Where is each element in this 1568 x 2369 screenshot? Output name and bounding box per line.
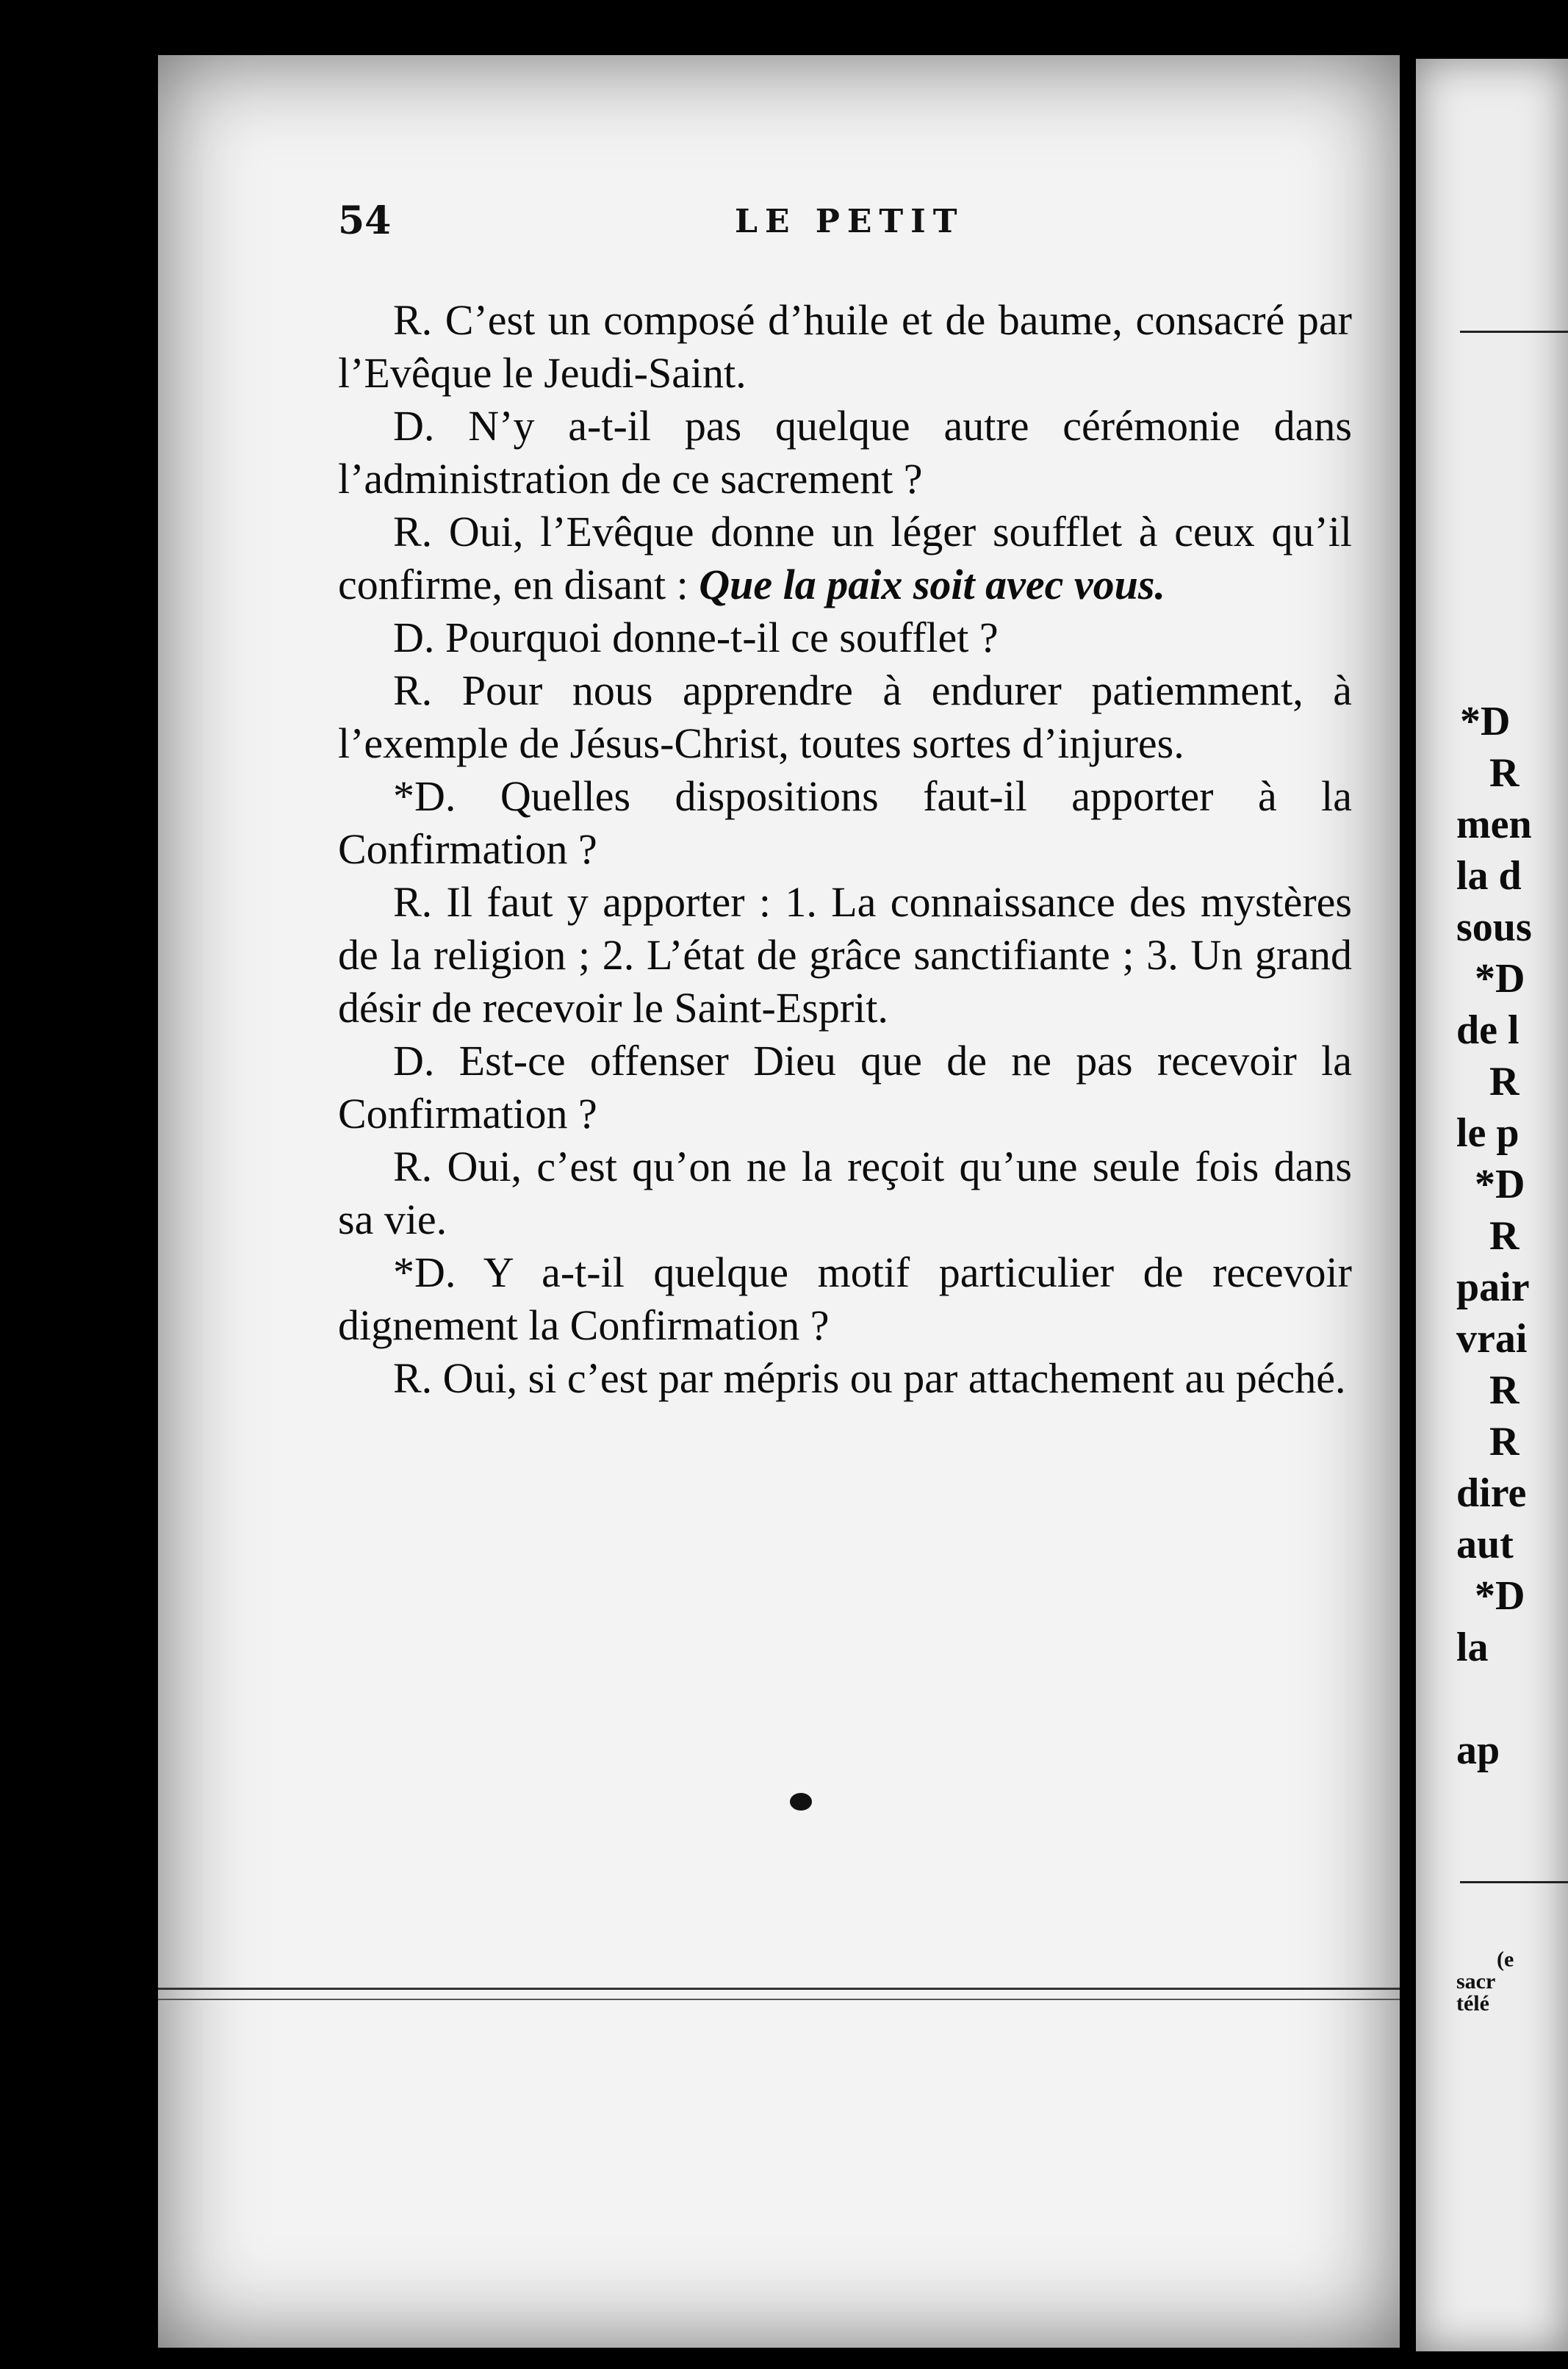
right-fragment: ap bbox=[1456, 1728, 1500, 1773]
right-fragment: *D bbox=[1460, 699, 1511, 744]
paragraph-answer: R. Il faut y apporter : 1. La connaissance des mystères de la religion ; 2. L’état de grâce sanctifiante ; 3. Un grand désir de recevoir le Saint-Esprit. bbox=[338, 878, 1352, 1032]
bottom-rule-secondary bbox=[158, 1999, 1400, 2000]
page-number: 54 bbox=[338, 198, 392, 243]
paragraph-question: D. Est-ce offenser Dieu que de ne pas recevoir la Confirmation ? bbox=[338, 1037, 1352, 1137]
right-page-rule bbox=[1460, 331, 1568, 333]
paragraph-answer: R. Pour nous apprendre à endurer patiemment, à l’exemple de Jésus-Christ, toutes sortes d’injures. bbox=[338, 666, 1352, 767]
right-fragment: men bbox=[1456, 802, 1532, 847]
book-gutter bbox=[1400, 0, 1416, 2369]
right-fragment: R bbox=[1489, 1367, 1520, 1413]
right-fragment: le p bbox=[1456, 1110, 1520, 1156]
right-footnote-fragment: sacr bbox=[1456, 1969, 1496, 1994]
end-ornament bbox=[790, 1793, 812, 1811]
paragraph-answer: R. Oui, c’est qu’on ne la reçoit qu’une seule fois dans sa vie. bbox=[338, 1143, 1352, 1243]
right-fragment: *D bbox=[1475, 956, 1525, 1002]
right-fragment: aut bbox=[1456, 1522, 1514, 1567]
right-fragment: vrai bbox=[1456, 1316, 1528, 1362]
right-fragment: R bbox=[1489, 750, 1520, 796]
right-fragment: *D bbox=[1475, 1162, 1525, 1207]
paragraph-question: D. Pourquoi donne-t-il ce soufflet ? bbox=[393, 614, 999, 661]
running-head: LE PETIT bbox=[735, 203, 965, 240]
bottom-rule bbox=[158, 1988, 1400, 1990]
italic-quote: Que la paix soit avec vous. bbox=[699, 561, 1165, 608]
answer-text: R. Oui, l’Evêque donne un léger soufflet à ceux qu’il confirme, en disant : bbox=[338, 508, 1352, 608]
paragraph-question: *D. Quelles dispositions faut-il apporter à la Confirmation ? bbox=[338, 772, 1352, 873]
paragraph-question: *D. Y a-t-il quelque motif particulier de recevoir dignement la Confirmation ? bbox=[338, 1248, 1352, 1349]
right-fragment: R bbox=[1489, 1059, 1520, 1104]
right-fragment: la bbox=[1456, 1625, 1489, 1670]
right-fragment: *D bbox=[1475, 1573, 1525, 1619]
right-fragment: de l bbox=[1456, 1007, 1520, 1053]
right-fragment: sous bbox=[1456, 905, 1532, 950]
paragraph-question: D. N’y a-t-il pas quelque autre cérémonie dans l’administration de ce sacrement ? bbox=[338, 402, 1352, 503]
right-footnote-fragment: télé bbox=[1456, 1991, 1489, 2016]
right-fragment: la d bbox=[1456, 853, 1522, 899]
paragraph-answer: R. C’est un composé d’huile et de baume, consacré par l’Evêque le Jeudi-Saint. bbox=[338, 296, 1352, 397]
right-footnote-fragment: (e bbox=[1497, 1947, 1514, 1971]
right-fragment: R bbox=[1489, 1419, 1520, 1464]
page-header bbox=[338, 198, 1396, 257]
paragraph-answer: R. Oui, si c’est par mépris ou par attachement au péché. bbox=[393, 1354, 1346, 1402]
right-page bbox=[1416, 59, 1568, 2351]
right-page-rule bbox=[1460, 1881, 1568, 1883]
right-fragment: R bbox=[1489, 1213, 1520, 1259]
right-fragment: dire bbox=[1456, 1470, 1527, 1516]
catechism-text bbox=[338, 294, 1352, 1405]
right-fragment: pair bbox=[1456, 1265, 1530, 1310]
paragraph-answer bbox=[338, 506, 1352, 611]
